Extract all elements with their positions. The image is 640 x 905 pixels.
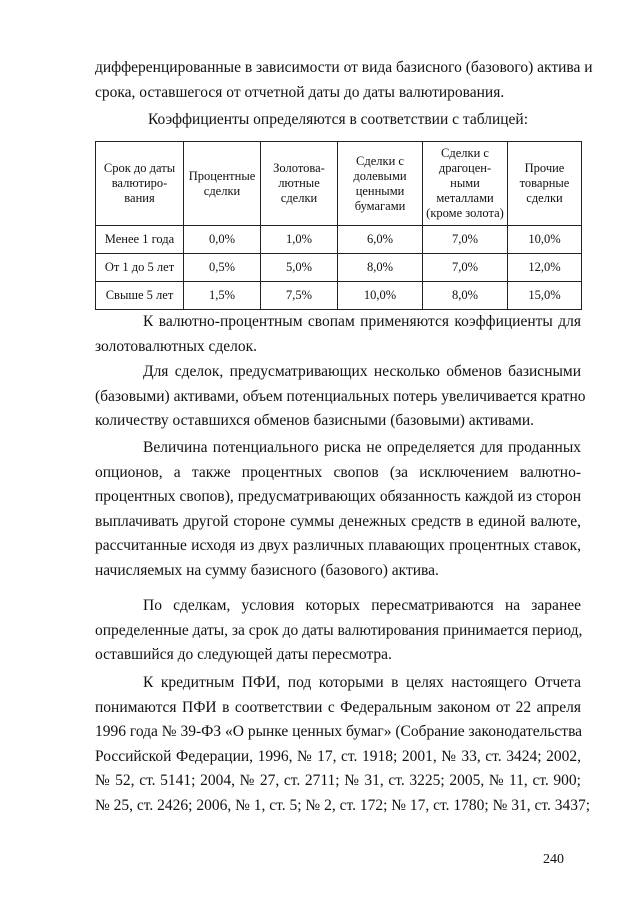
coefficients-table	[95, 141, 582, 310]
text-line: процентных свопов), предусматривающих обязанность каждой из сторон	[95, 488, 581, 505]
text-line: выплачивать другой стороне суммы денежных средств в единой валюте,	[95, 512, 581, 530]
table-cell: 0,0%	[184, 226, 261, 254]
text-line: срока, оставшегося от отчетной даты до даты валютирования.	[95, 83, 505, 101]
table-row	[96, 226, 582, 254]
paragraph-potential-risk	[95, 436, 581, 583]
header-equity: Сделки с долевыми ценными бумагами	[338, 142, 423, 226]
text-line: 1996 года № 39-ФЗ «О рынке ценных бумаг» (Собрание законодательства	[95, 723, 583, 740]
text-line: (базовыми) активами, объем потенциальных потерь увеличивается кратно	[95, 387, 586, 405]
table-header-row	[96, 142, 582, 226]
text-line: По сделкам, условия которых пересматриваются на заранее	[143, 597, 581, 614]
table-intro-line: Коэффициенты определяются в соответствии с таблицей:	[147, 111, 529, 128]
table-cell: 10,0%	[338, 282, 423, 310]
table-row	[96, 254, 582, 282]
table-cell: 7,5%	[261, 282, 338, 310]
table-cell: 8,0%	[338, 254, 423, 282]
text-line: опционов, а также процентных свопов (за исключением валютно-	[95, 463, 581, 481]
text-line: Для сделок, предусматривающих несколько обменов базисными	[143, 363, 581, 380]
table-cell: От 1 до 5 лет	[96, 254, 184, 282]
text-line: оставшийся до следующей даты пересмотра.	[95, 646, 392, 663]
table-cell: 12,0%	[508, 254, 582, 282]
table-cell: 7,0%	[423, 226, 508, 254]
header-term: Срок до даты валютиро-вания	[96, 142, 184, 226]
table-cell: 7,0%	[423, 254, 508, 282]
text-line: Величина потенциального риска не определяется для проданных	[143, 439, 581, 456]
header-fx-gold: Золотова-лютные сделки	[261, 142, 338, 226]
text-line: количеству оставшихся обменов базисными (базовыми) активами.	[95, 412, 535, 429]
table-cell: 6,0%	[338, 226, 423, 254]
text-line: К валютно-процентным свопам применяются коэффициенты для	[143, 313, 581, 330]
intro-text	[95, 56, 593, 105]
table-cell: 1,5%	[184, 282, 261, 310]
text-line: Российской Федерации, 1996, № 17, ст. 1918; 2001, № 33, ст. 3424; 2002,	[95, 747, 581, 765]
text-line: № 25, ст. 2426; 2006, № 1, ст. 5; № 2, ст. 172; № 17, ст. 1780; № 31, ст. 3437;	[95, 796, 591, 814]
table-cell: 1,0%	[261, 226, 338, 254]
header-precious-metals: Сделки с драгоцен-ными металлами (кроме золота)	[423, 142, 508, 226]
text-line: дифференцированные в зависимости от вида базисного (базового) актива и	[95, 59, 593, 76]
text-line: определенные даты, за срок до даты валютирования принимается период,	[95, 621, 583, 639]
text-line: начисляемых на сумму базисного (базового) актива.	[95, 561, 439, 579]
text-line: понимаются ПФИ в соответствии с Федеральным законом от 22 апреля	[95, 698, 581, 716]
header-interest: Процентные сделки	[184, 142, 261, 226]
table-cell: 0,5%	[184, 254, 261, 282]
text-line: рассчитанные исходя из двух различных плавающих процентных ставок,	[95, 537, 581, 554]
text-line: К кредитным ПФИ, под которыми в целях настоящего Отчета	[143, 674, 581, 691]
header-other-commodities: Прочие товарные сделки	[508, 142, 582, 226]
text-line: золотовалютных сделок.	[95, 337, 258, 355]
table-cell: Менее 1 года	[96, 226, 184, 254]
table-cell: 15,0%	[508, 282, 582, 310]
text-line: № 52, ст. 5141; 2004, № 27, ст. 2711; № 31, ст. 3225; 2005, № 11, ст. 900;	[95, 772, 581, 789]
table-intro	[95, 108, 581, 133]
table-cell: 8,0%	[423, 282, 508, 310]
table-cell: 5,0%	[261, 254, 338, 282]
paragraph-revision-dates	[95, 594, 581, 668]
paragraph-credit-derivatives	[95, 671, 591, 818]
table-cell: 10,0%	[508, 226, 582, 254]
paragraph-fx-swaps	[95, 310, 581, 359]
paragraph-multiple-exchanges	[95, 360, 586, 434]
table-row	[96, 282, 582, 310]
table-cell: Свыше 5 лет	[96, 282, 184, 310]
page-number: 240	[543, 852, 564, 867]
